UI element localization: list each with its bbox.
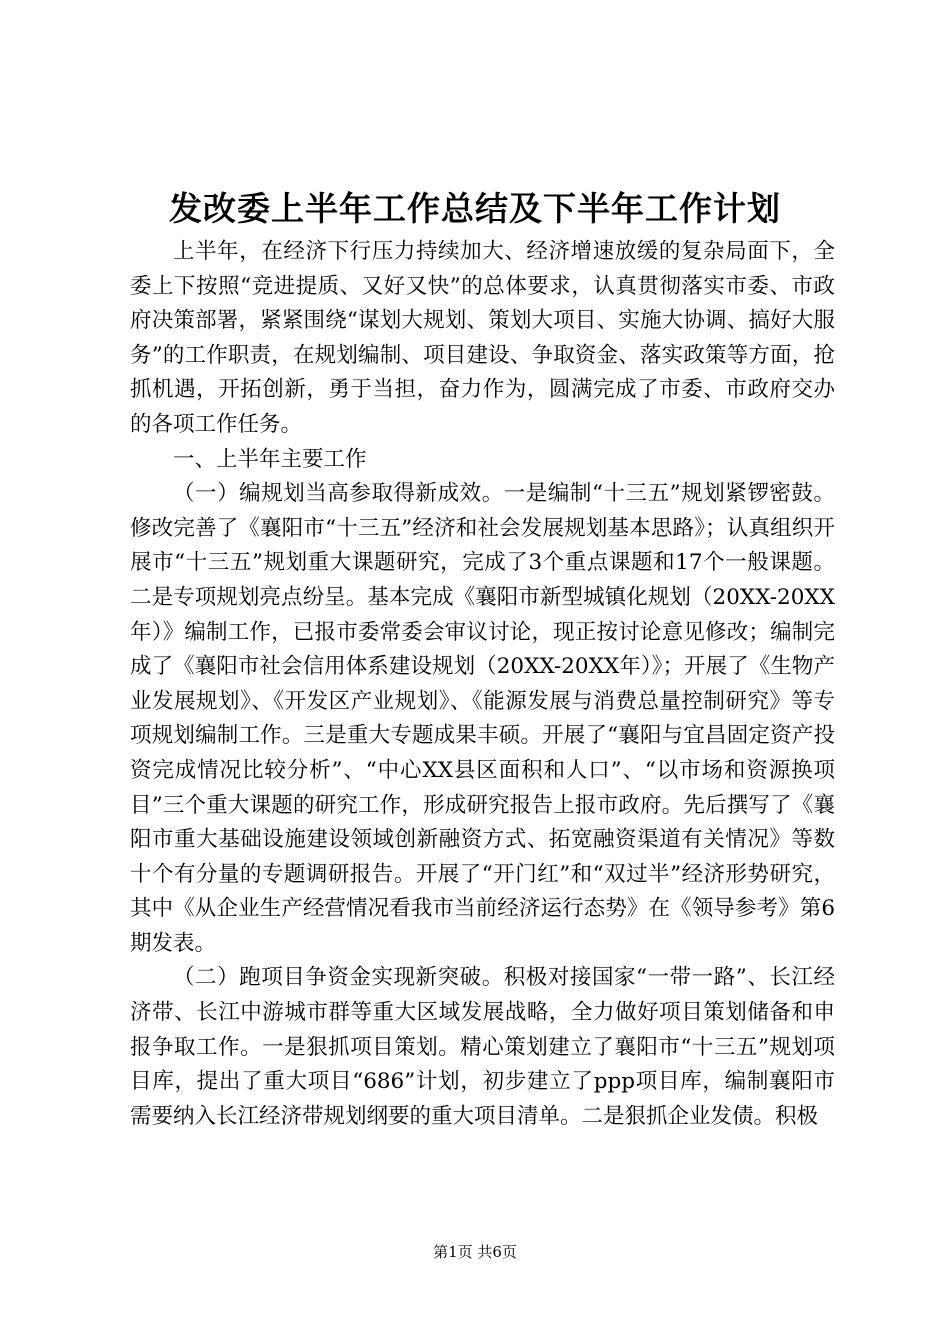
intro-paragraph: 上半年，在经济下行压力持续加大、经济增速放缓的复杂局面下，全委上下按照“竞进提质、又好又快”的总体要求，认真贯彻落实市委、市政府决策部署，紧紧围绕“谋划大规划、策划大项目、实施大协调、搞好大服务”的工作职责，在规划编制、项目建设、争取资金、落实政策等方面，抢抓机遇，开拓创新，勇于当担，奋力作为，圆满完成了市委、市政府交办的各项工作任务。 [130,239,835,437]
document-title: 发改委上半年工作总结及下半年工作计划 [169,189,781,228]
section-heading: 一、上半年主要工作 [173,446,367,472]
projects-paragraph: （二）跑项目争资金实现新突破。积极对接国家“一带一路”、长江经济带、长江中游城市群等重大区域发展战略，全力做好项目策划储备和申报争取工作。一是狠抓项目策划。精心策划建立了襄阳市“十三五”规划项目库，提出了重大项目“686”计划，初步建立了ppp项目库，编制襄阳市需要纳入长江经济带规划纲要的重大项目清单。二是狠抓企业发债。积极 [130,965,835,1129]
planning-paragraph: （一）编规划当高参取得新成效。一是编制“十三五”规划紧锣密鼓。修改完善了《襄阳市“十三五”经济和社会发展规划基本思路》；认真组织开展市“十三五”规划重大课题研究，完成了3个重点课题和17个一般课题。二是专项规划亮点纷呈。基本完成《襄阳市新型城镇化规划（20XX-20XX年）》编制工作，已报市委常委会审议讨论，现正按讨论意见修改；编制完成了《襄阳市社会信用体系建设规划（20XX-20XX年）》；开展了《生物产业发展规划》、《开发区产业规划》、《能源发展与消费总量控制研究》等专项规划编制工作。三是重大专题成果丰硕。开展了“襄阳与宜昌固定资产投资完成情况比较分析”、“中心XX县区面积和人口”、“以市场和资源换项目”三个重大课题的研究工作，形成研究报告上报市政府。先后撰写了《襄阳市重大基础设施建设领域创新融资方式、拓宽融资渠道有关情况》等数十个有分量的专题调研报告。开展了“开门红”和“双过半”经济形势研究，其中《从企业生产经营情况看我市当前经济运行态势》在《领导参考》第6期发表。 [130,481,835,956]
page-footer: 第1页 共6页 [433,1243,517,1261]
document-body [130,235,835,1134]
